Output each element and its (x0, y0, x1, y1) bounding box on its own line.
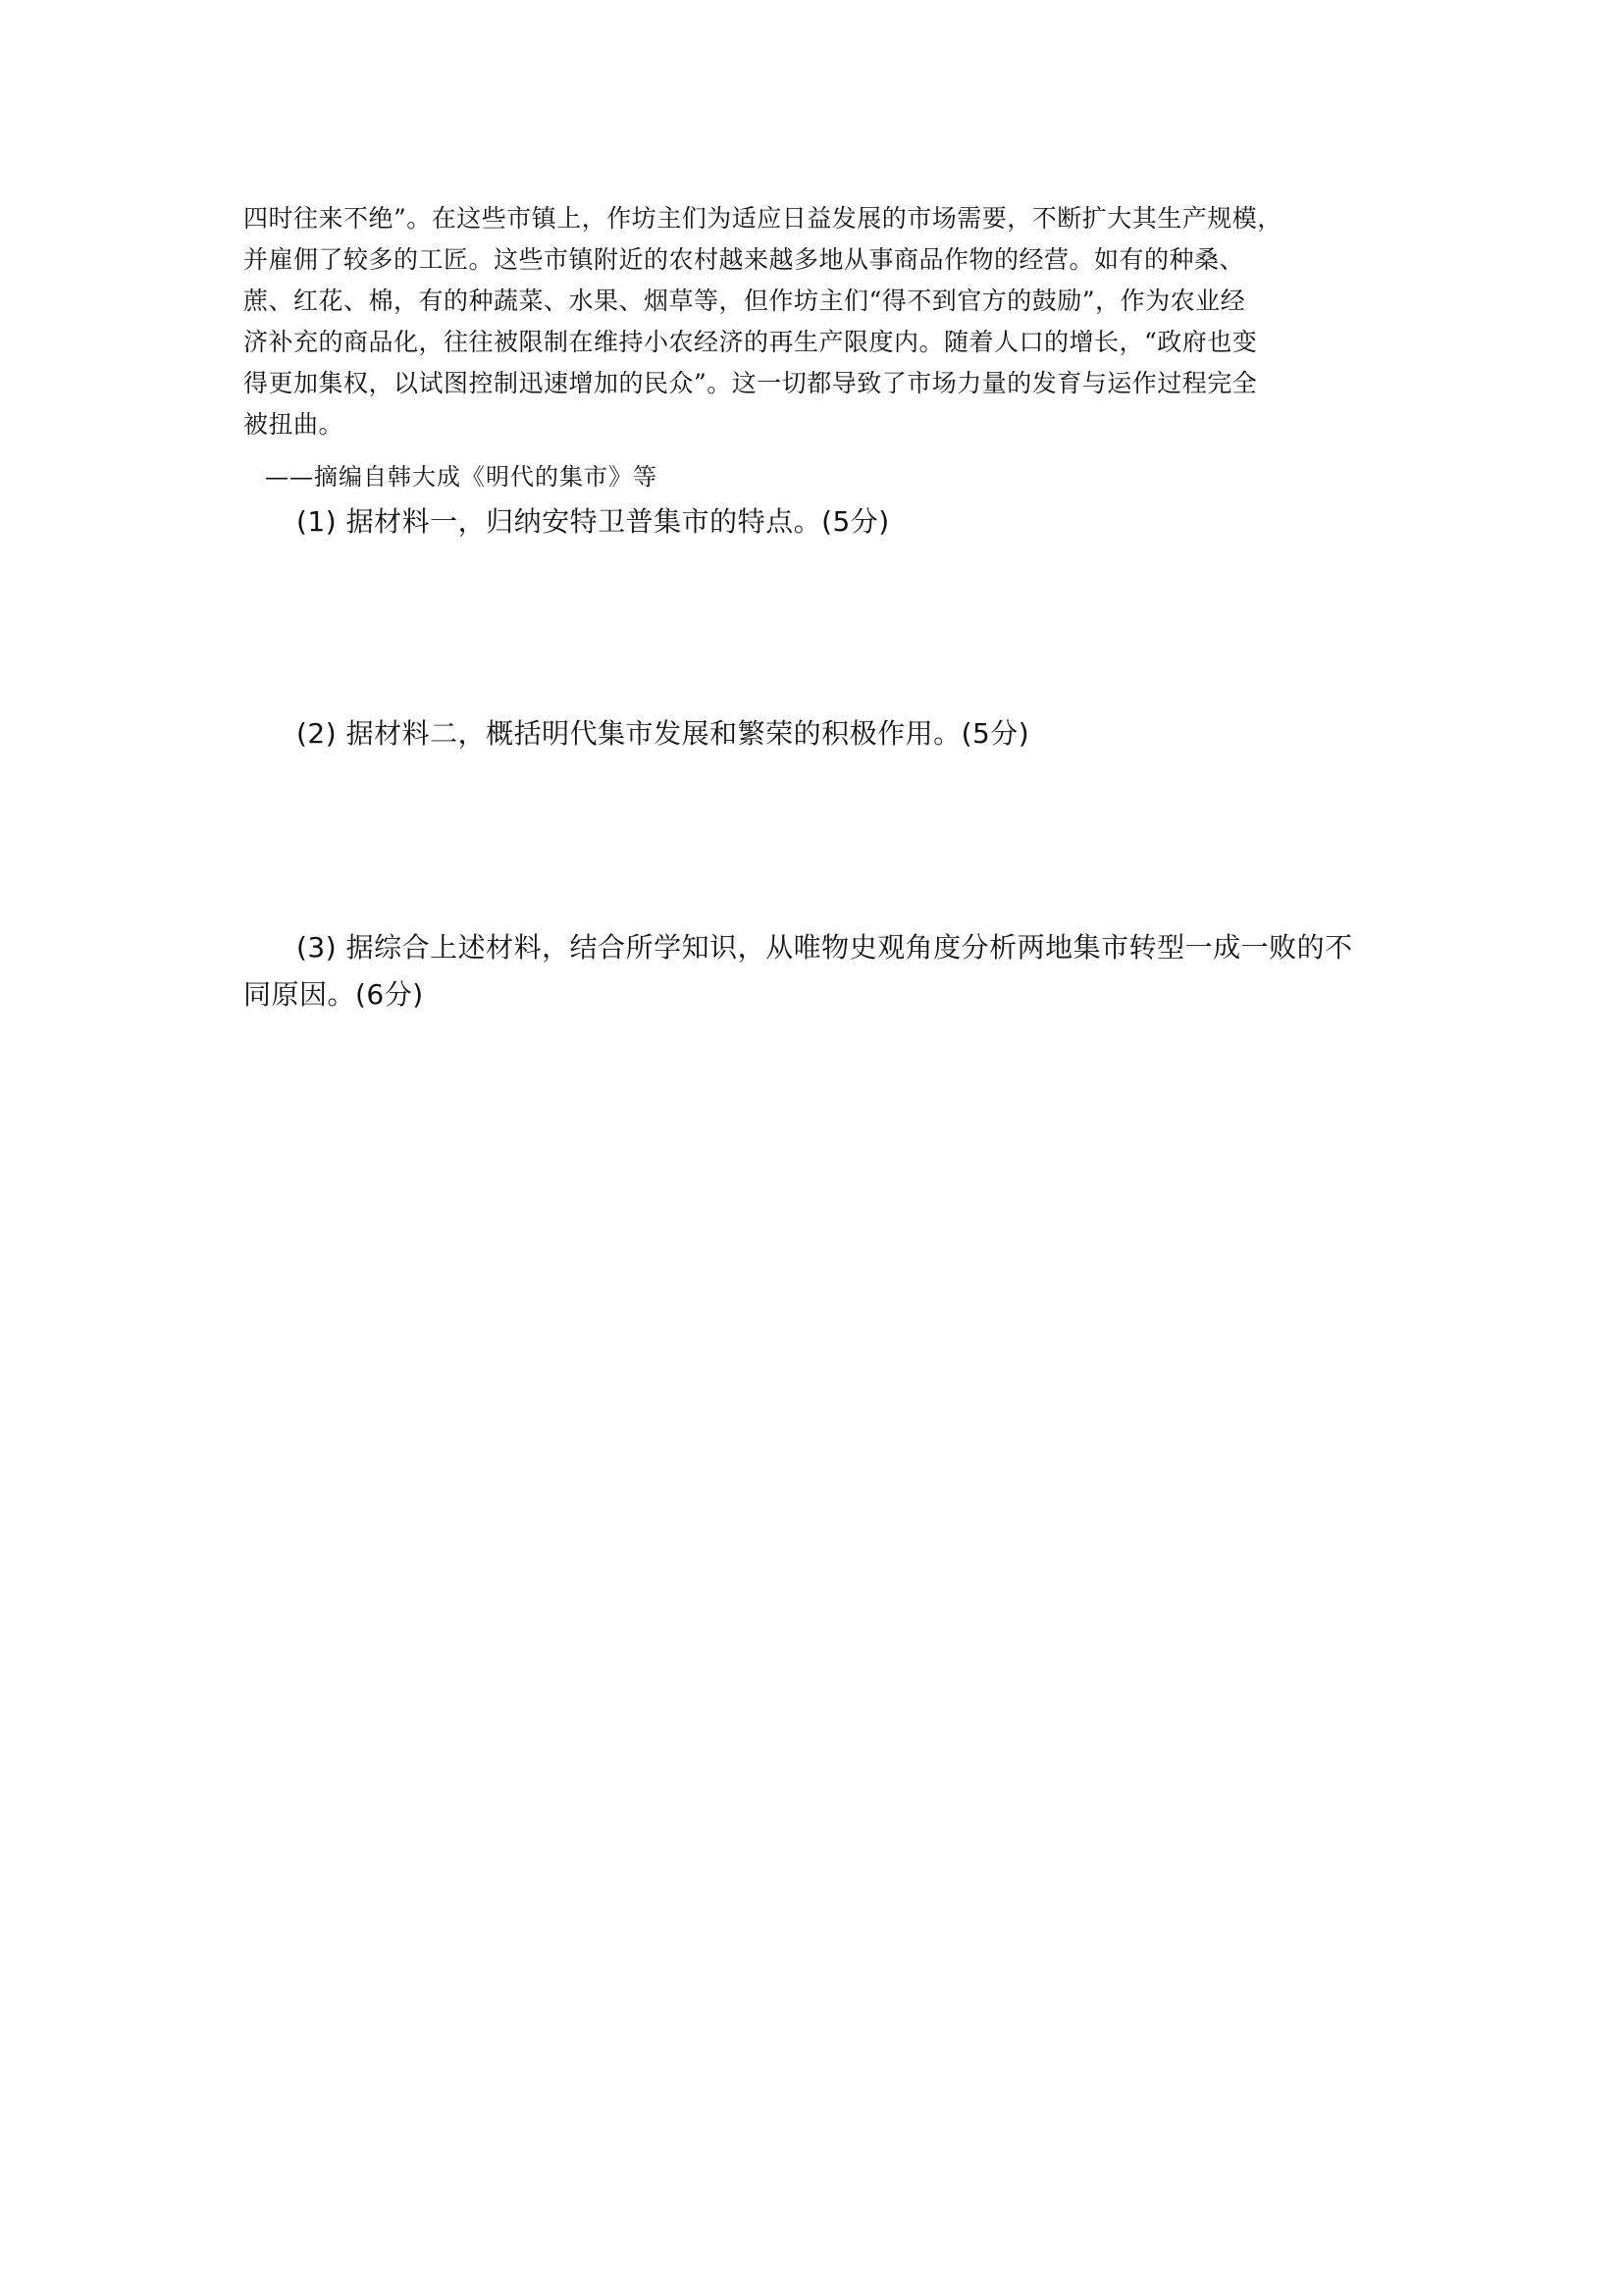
material-passage (243, 198, 1401, 445)
passage-line: 济补充的商品化，往往被限制在维持小农经济的再生产限度内。随着人口的增长，“政府也变 (243, 328, 1258, 356)
question-3: (3) 据综合上述材料，结合所学知识，从唯物史观角度分析两地集市转型一成一败的不 (296, 931, 1353, 964)
passage-line: 四时往来不绝”。在这些市镇上，作坊主们为适应日益发展的市场需要，不断扩大其生产规模， (243, 204, 1283, 233)
passage-line: 被扭曲。 (243, 410, 344, 439)
question-1: (1) 据材料一，归纳安特卫普集市的特点。(5分) (296, 505, 890, 538)
passage-line: 蔗、红花、棉，有的种蔬菜、水果、烟草等，但作坊主们“得不到官方的鼓励”，作为农业经 (243, 287, 1246, 315)
source-citation: ——摘编自韩大成《明代的集市》等 (265, 463, 657, 491)
question-2: (2) 据材料二，概括明代集市发展和繁荣的积极作用。(5分) (296, 717, 1030, 750)
passage-line: 并雇佣了较多的工匠。这些市镇附近的农村越来越多地从事商品作物的经营。如有的种桑、 (243, 245, 1245, 274)
passage-line: 得更加集权，以试图控制迅速增加的民众”。这一切都导致了市场力量的发育与运作过程完全 (243, 369, 1258, 397)
question-3-continuation: 同原因。(6分) (243, 978, 424, 1011)
